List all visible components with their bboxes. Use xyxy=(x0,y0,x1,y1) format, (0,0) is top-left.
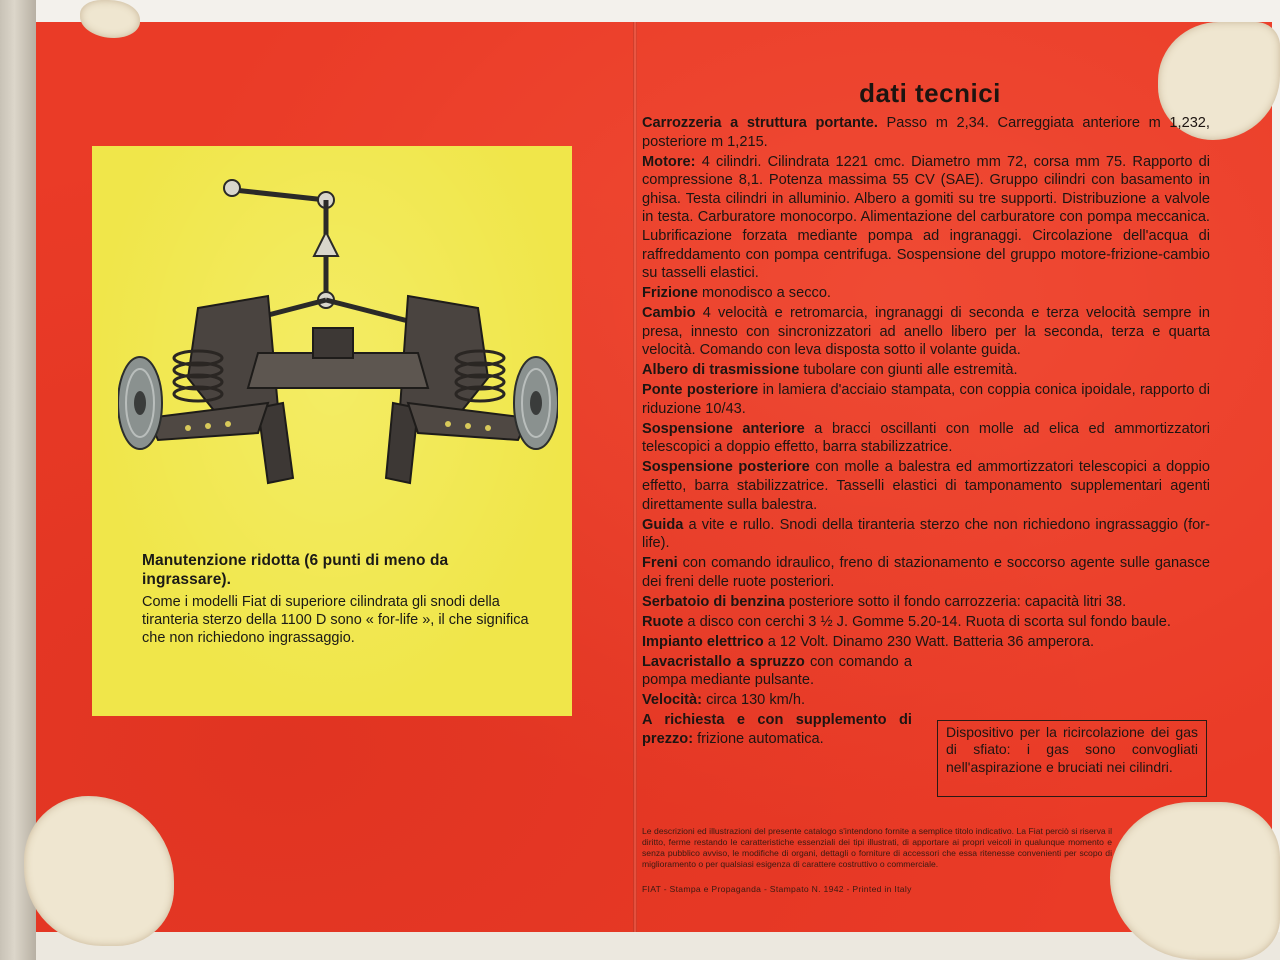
disclaimer-fineprint: Le descrizioni ed illustrazioni del presente catalogo s'intendono fornite a semplice titolo indicativo. La Fiat perciò si riserva il diritto, ferme restando le caratteristiche essenziali dei tipi illustrati, di apportare ai propri veicoli in qualunque momento e senza pubblico avviso, le modifiche di organi, dettagli o forniture di accessori che essa ritenesse convenienti per scopo di miglioramento o per qualsiasi esigenza di carattere costruttivo o commerciale. xyxy=(642,826,1112,869)
spec-item: Carrozzeria a struttura portante. Passo m 2,34. Carreggiata anteriore m 1,232, posteriore m 1,215. xyxy=(642,115,1210,150)
torn-corner-bottom-right xyxy=(1110,802,1280,960)
spec-item: A richiesta e con supplemento di prezzo: frizione automatica. xyxy=(642,712,912,747)
spec-item: Lavacristallo a spruzzo con comando a pompa mediante pulsante. xyxy=(642,653,912,689)
lower-arm-right xyxy=(408,403,528,440)
page-title: dati tecnici xyxy=(859,78,1001,108)
tie-rod-upper xyxy=(234,190,326,200)
paper-edge-bottom xyxy=(36,932,1280,960)
steering-box xyxy=(313,328,353,358)
idler-bracket xyxy=(314,232,338,256)
spec-item: Sospensione posteriore con molle a balestra ed ammortizzatori telescopici a doppio effetto, barra stabilizzatrice. Tasselli elastici di tamponamento supplementari agenti direttamente sulla balestra. xyxy=(642,459,1210,513)
caption-title: Manutenzione ridotta (6 punti di meno da ingrassare). xyxy=(142,552,449,588)
spec-item: Freni con comando idraulico, freno di stazionamento e soccorso agente sulle ganasce dei freni delle ruote posteriori. xyxy=(642,555,1210,590)
ball-joint xyxy=(224,180,240,196)
lower-arm-left xyxy=(148,403,268,440)
spec-item: Albero di trasmissione tubolare con giunti alle estremità. xyxy=(642,362,1018,379)
spec-item: Ruote a disco con cerchi 3 ½ J. Gomme 5.20-14. Ruota di scorta sul fondo baule. xyxy=(642,613,1171,630)
spec-item: Frizione monodisco a secco. xyxy=(642,285,831,302)
note-box: Dispositivo per la ricircolazione dei gas di sfiato: i gas sono convogliati nell'aspirazione e bruciati nei cilindri. xyxy=(937,720,1207,797)
front-suspension-illustration xyxy=(118,178,558,498)
spec-item: Impianto elettrico a 12 Volt. Dinamo 230 Watt. Batteria 36 amperora. xyxy=(642,633,1095,650)
spec-item: Motore: 4 cilindri. Cilindrata 1221 cmc. Diametro mm 72, corsa mm 75. Rapporto di compressione 8,1. Potenza massima 55 CV (SAE). Gruppo cilindri con basamento in ghisa. Testa cilindri in alluminio. Albero a gomiti su tre supporti. Distribuzione a valvole in testa. Carburatore monocorpo. Alimentazione del carburatore con pompa meccanica. Lubrificazione forzata mediante pompa ad ingranaggi. Circolazione dell'acqua di raffreddamento con pompa centrifuga. Sospensione del gruppo motore-frizione-cambio su tasselli elastici. xyxy=(642,153,1210,282)
brake-drum-left xyxy=(118,357,162,449)
brake-drum-right xyxy=(514,357,558,449)
spec-list xyxy=(642,114,1210,750)
spec-item: Serbatoio di benzina posteriore sotto il fondo carrozzeria: capacità litri 38. xyxy=(642,593,1127,610)
spec-item: Velocità: circa 130 km/h. xyxy=(642,692,806,709)
center-fold xyxy=(633,22,637,932)
spec-item: Sospensione anteriore a bracci oscillanti con molle ad elica ed ammortizzatori telescopici a doppio effetto, barra stabilizzatrice. xyxy=(642,420,1210,456)
spec-item: Guida a vite e rullo. Snodi della tiranteria sterzo che non richiedono ingrassaggio (for-life). xyxy=(642,516,1210,552)
binding-edge xyxy=(0,0,36,960)
caption-body: Come i modelli Fiat di superiore cilindrata gli snodi della tiranteria sterzo della 1100 D sono « for-life », il che significa che non richiedono ingrassaggio. xyxy=(142,594,529,646)
spec-item: Ponte posteriore in lamiera d'acciaio stampata, con coppia conica ipoidale, rapporto di riduzione 10/43. xyxy=(642,382,1210,417)
spec-item: Cambio 4 velocità e retromarcia, ingranaggi di seconda e terza velocità sempre in presa, innesto con sincronizzatori ad anello libero per la seconda, terza e quarta velocità. Comando con leva disposta sotto il volante guida. xyxy=(642,305,1210,359)
printer-imprint: FIAT - Stampa e Propaganda - Stampato N. 1942 - Printed in Italy xyxy=(642,884,912,894)
